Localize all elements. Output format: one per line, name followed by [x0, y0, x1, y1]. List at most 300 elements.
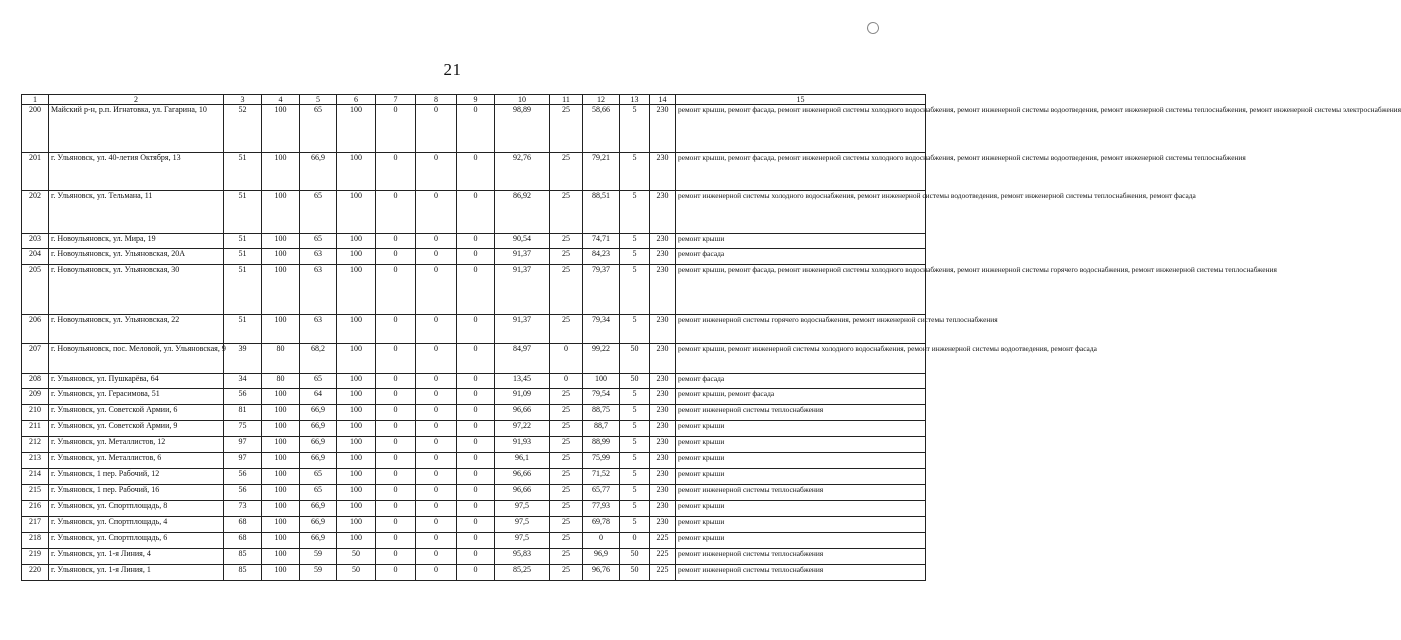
table-row: [22, 549, 926, 565]
value-cell: 50: [620, 549, 650, 565]
value-cell: 0: [416, 421, 457, 437]
value-cell: 230: [650, 517, 676, 533]
value-cell: 97,5: [495, 501, 550, 517]
address-cell: г. Новоульяновск, пос. Меловой, ул. Ульяновская, 9: [49, 344, 224, 374]
value-cell: 230: [650, 389, 676, 405]
value-cell: 230: [650, 105, 676, 153]
row-number: 215: [22, 485, 49, 501]
value-cell: 0: [457, 315, 495, 344]
row-number: 219: [22, 549, 49, 565]
value-cell: 230: [650, 421, 676, 437]
value-cell: 25: [550, 405, 583, 421]
table-body: [22, 105, 1401, 581]
column-header: 10: [495, 95, 550, 105]
value-cell: 0: [416, 565, 457, 581]
works-cell: ремонт инженерной системы теплоснабжения: [676, 565, 926, 581]
value-cell: 100: [337, 437, 376, 453]
value-cell: 0: [457, 501, 495, 517]
value-cell: 5: [620, 453, 650, 469]
value-cell: 0: [376, 501, 416, 517]
value-cell: 0: [376, 191, 416, 234]
value-cell: 0: [457, 437, 495, 453]
row-number: 207: [22, 344, 49, 374]
value-cell: 230: [650, 234, 676, 249]
value-cell: 0: [457, 265, 495, 315]
row-number: 206: [22, 315, 49, 344]
value-cell: 100: [262, 191, 300, 234]
value-cell: 34: [224, 374, 262, 389]
address-cell: г. Ульяновск, ул. Спортплощадь, 8: [49, 501, 224, 517]
address-cell: г. Ульяновск, 1 пер. Рабочий, 12: [49, 469, 224, 485]
value-cell: 97,22: [495, 421, 550, 437]
works-cell: ремонт крыши: [676, 453, 926, 469]
column-header: 11: [550, 95, 583, 105]
value-cell: 100: [262, 265, 300, 315]
value-cell: 65: [300, 469, 337, 485]
row-number: 213: [22, 453, 49, 469]
table-row: [22, 421, 926, 437]
works-cell: ремонт крыши: [676, 469, 926, 485]
value-cell: 74,71: [583, 234, 620, 249]
value-cell: 66,9: [300, 153, 337, 191]
address-cell: Майский р-н, р.п. Игнатовка, ул. Гагарина, 10: [49, 105, 224, 153]
value-cell: 63: [300, 249, 337, 265]
address-cell: г. Ульяновск, ул. 40-летия Октября, 13: [49, 153, 224, 191]
works-cell: ремонт фасада: [676, 249, 926, 265]
value-cell: 100: [262, 389, 300, 405]
value-cell: 0: [457, 405, 495, 421]
value-cell: 96,9: [583, 549, 620, 565]
address-cell: г. Новоульяновск, ул. Ульяновская, 22: [49, 315, 224, 344]
value-cell: 230: [650, 315, 676, 344]
table-row: [22, 437, 926, 453]
value-cell: 84,23: [583, 249, 620, 265]
value-cell: 0: [416, 234, 457, 249]
value-cell: 100: [337, 234, 376, 249]
table-row: [22, 234, 926, 249]
table-row: [22, 565, 926, 581]
value-cell: 100: [337, 249, 376, 265]
value-cell: 25: [550, 234, 583, 249]
value-cell: 230: [650, 453, 676, 469]
value-cell: 65: [300, 105, 337, 153]
value-cell: 79,54: [583, 389, 620, 405]
page-number: 21: [443, 60, 462, 79]
value-cell: 51: [224, 153, 262, 191]
address-cell: г. Новоульяновск, ул. Ульяновская, 30: [49, 265, 224, 315]
value-cell: 0: [376, 437, 416, 453]
works-cell: ремонт инженерной системы теплоснабжения: [676, 405, 926, 421]
value-cell: 100: [337, 389, 376, 405]
value-cell: 84,97: [495, 344, 550, 374]
column-header: 8: [416, 95, 457, 105]
address-cell: г. Ульяновск, ул. Советской Армии, 6: [49, 405, 224, 421]
column-header: 6: [337, 95, 376, 105]
value-cell: 99,22: [583, 344, 620, 374]
value-cell: 25: [550, 389, 583, 405]
value-cell: 25: [550, 105, 583, 153]
value-cell: 100: [262, 501, 300, 517]
value-cell: 225: [650, 549, 676, 565]
value-cell: 100: [337, 485, 376, 501]
value-cell: 0: [457, 191, 495, 234]
works-cell: ремонт крыши, ремонт фасада, ремонт инженерной системы холодного водоснабжения, ремонт инженерной системы водоотведения, ремонт инженерной системы теплоснабжения: [676, 153, 926, 191]
value-cell: 5: [620, 405, 650, 421]
works-cell: ремонт крыши, ремонт инженерной системы холодного водоснабжения, ремонт инженерной системы водоотведения, ремонт фасада: [676, 344, 926, 374]
value-cell: 51: [224, 249, 262, 265]
value-cell: 100: [337, 405, 376, 421]
table-row: [22, 405, 926, 421]
row-number: 214: [22, 469, 49, 485]
value-cell: 0: [416, 453, 457, 469]
column-header: 5: [300, 95, 337, 105]
value-cell: 51: [224, 265, 262, 315]
value-cell: 96,76: [583, 565, 620, 581]
value-cell: 0: [376, 153, 416, 191]
value-cell: 100: [337, 469, 376, 485]
value-cell: 59: [300, 549, 337, 565]
value-cell: 0: [457, 533, 495, 549]
value-cell: 100: [337, 533, 376, 549]
column-header: 3: [224, 95, 262, 105]
value-cell: 65: [300, 485, 337, 501]
row-number: 201: [22, 153, 49, 191]
address-cell: г. Ульяновск, ул. Советской Армии, 9: [49, 421, 224, 437]
table-row: [22, 469, 926, 485]
value-cell: 230: [650, 249, 676, 265]
table-row: [22, 485, 926, 501]
value-cell: 100: [337, 191, 376, 234]
value-cell: 100: [262, 234, 300, 249]
value-cell: 50: [337, 565, 376, 581]
value-cell: 100: [337, 315, 376, 344]
value-cell: 100: [337, 105, 376, 153]
address-cell: г. Новоульяновск, ул. Мира, 19: [49, 234, 224, 249]
value-cell: 0: [376, 421, 416, 437]
table-row: [22, 105, 926, 153]
value-cell: 0: [457, 105, 495, 153]
value-cell: 0: [416, 437, 457, 453]
value-cell: 0: [416, 315, 457, 344]
value-cell: 65,77: [583, 485, 620, 501]
value-cell: 0: [416, 485, 457, 501]
table-row: [22, 453, 926, 469]
header-row: [22, 95, 926, 105]
address-cell: г. Ульяновск, ул. Пушкарёва, 64: [49, 374, 224, 389]
value-cell: 91,37: [495, 265, 550, 315]
value-cell: 0: [416, 374, 457, 389]
value-cell: 0: [376, 344, 416, 374]
value-cell: 0: [583, 533, 620, 549]
value-cell: 77,93: [583, 501, 620, 517]
value-cell: 65: [300, 234, 337, 249]
row-number: 216: [22, 501, 49, 517]
value-cell: 56: [224, 389, 262, 405]
value-cell: 79,21: [583, 153, 620, 191]
address-cell: г. Новоульяновск, ул. Ульяновская, 20А: [49, 249, 224, 265]
works-cell: ремонт крыши, ремонт фасада: [676, 389, 926, 405]
value-cell: 88,75: [583, 405, 620, 421]
value-cell: 230: [650, 501, 676, 517]
value-cell: 25: [550, 453, 583, 469]
table-row: [22, 265, 926, 315]
value-cell: 75: [224, 421, 262, 437]
value-cell: 5: [620, 249, 650, 265]
value-cell: 0: [376, 405, 416, 421]
value-cell: 100: [337, 453, 376, 469]
value-cell: 0: [416, 501, 457, 517]
works-cell: ремонт крыши: [676, 517, 926, 533]
table-row: [22, 249, 926, 265]
value-cell: 52: [224, 105, 262, 153]
value-cell: 5: [620, 105, 650, 153]
value-cell: 100: [337, 374, 376, 389]
row-number: 200: [22, 105, 49, 153]
row-number: 208: [22, 374, 49, 389]
value-cell: 0: [416, 344, 457, 374]
value-cell: 230: [650, 191, 676, 234]
value-cell: 51: [224, 315, 262, 344]
address-cell: г. Ульяновск, ул. 1-я Линия, 1: [49, 565, 224, 581]
value-cell: 0: [376, 517, 416, 533]
value-cell: 66,9: [300, 421, 337, 437]
value-cell: 56: [224, 469, 262, 485]
value-cell: 230: [650, 405, 676, 421]
value-cell: 0: [457, 485, 495, 501]
value-cell: 68: [224, 517, 262, 533]
value-cell: 0: [416, 105, 457, 153]
works-cell: ремонт фасада: [676, 374, 926, 389]
value-cell: 0: [550, 374, 583, 389]
row-number: 204: [22, 249, 49, 265]
address-cell: г. Ульяновск, 1 пер. Рабочий, 16: [49, 485, 224, 501]
value-cell: 0: [416, 549, 457, 565]
address-cell: г. Ульяновск, ул. Герасимова, 51: [49, 389, 224, 405]
value-cell: 50: [620, 565, 650, 581]
value-cell: 66,9: [300, 533, 337, 549]
works-cell: ремонт инженерной системы горячего водоснабжения, ремонт инженерной системы теплоснабжения: [676, 315, 926, 344]
value-cell: 0: [457, 469, 495, 485]
value-cell: 100: [262, 153, 300, 191]
value-cell: 5: [620, 153, 650, 191]
table-row: [22, 533, 926, 549]
value-cell: 0: [376, 374, 416, 389]
value-cell: 0: [376, 249, 416, 265]
works-cell: ремонт крыши, ремонт фасада, ремонт инженерной системы холодного водоснабжения, ремонт инженерной системы горячего водоснабжения, ремонт инженерной системы теплоснабжения: [676, 265, 926, 315]
value-cell: 97,5: [495, 533, 550, 549]
value-cell: 0: [416, 405, 457, 421]
value-cell: 225: [650, 565, 676, 581]
column-header: 13: [620, 95, 650, 105]
column-header: 2: [49, 95, 224, 105]
value-cell: 230: [650, 485, 676, 501]
value-cell: 0: [416, 469, 457, 485]
value-cell: 96,66: [495, 405, 550, 421]
value-cell: 0: [457, 453, 495, 469]
value-cell: 69,78: [583, 517, 620, 533]
value-cell: 66,9: [300, 453, 337, 469]
value-cell: 25: [550, 421, 583, 437]
address-cell: г. Ульяновск, ул. Металлистов, 6: [49, 453, 224, 469]
value-cell: 0: [376, 234, 416, 249]
value-cell: 5: [620, 437, 650, 453]
value-cell: 79,34: [583, 315, 620, 344]
value-cell: 81: [224, 405, 262, 421]
column-header: 14: [650, 95, 676, 105]
value-cell: 80: [262, 374, 300, 389]
value-cell: 25: [550, 485, 583, 501]
value-cell: 0: [457, 249, 495, 265]
value-cell: 100: [262, 485, 300, 501]
value-cell: 25: [550, 315, 583, 344]
value-cell: 98,89: [495, 105, 550, 153]
value-cell: 97: [224, 437, 262, 453]
value-cell: 0: [416, 517, 457, 533]
row-number: 202: [22, 191, 49, 234]
value-cell: 0: [416, 389, 457, 405]
works-cell: ремонт крыши: [676, 421, 926, 437]
value-cell: 58,66: [583, 105, 620, 153]
works-cell: ремонт инженерной системы холодного водоснабжения, ремонт инженерной системы водоотведения, ремонт инженерной системы теплоснабжения, ремонт фасада: [676, 191, 926, 234]
value-cell: 0: [457, 549, 495, 565]
value-cell: 95,83: [495, 549, 550, 565]
value-cell: 5: [620, 421, 650, 437]
value-cell: 5: [620, 517, 650, 533]
address-cell: г. Ульяновск, ул. 1-я Линия, 4: [49, 549, 224, 565]
value-cell: 0: [376, 533, 416, 549]
value-cell: 25: [550, 265, 583, 315]
value-cell: 63: [300, 315, 337, 344]
table-row: [22, 501, 926, 517]
value-cell: 100: [337, 344, 376, 374]
value-cell: 0: [457, 421, 495, 437]
value-cell: 73: [224, 501, 262, 517]
value-cell: 100: [337, 265, 376, 315]
value-cell: 25: [550, 565, 583, 581]
value-cell: 79,37: [583, 265, 620, 315]
address-cell: г. Ульяновск, ул. Спортплощадь, 4: [49, 517, 224, 533]
value-cell: 71,52: [583, 469, 620, 485]
value-cell: 66,9: [300, 517, 337, 533]
value-cell: 100: [262, 421, 300, 437]
column-header: 7: [376, 95, 416, 105]
value-cell: 100: [262, 437, 300, 453]
value-cell: 0: [416, 265, 457, 315]
value-cell: 100: [262, 533, 300, 549]
value-cell: 100: [583, 374, 620, 389]
value-cell: 96,66: [495, 485, 550, 501]
column-header: 15: [676, 95, 926, 105]
value-cell: 85: [224, 549, 262, 565]
table-row: [22, 374, 926, 389]
value-cell: 230: [650, 153, 676, 191]
row-number: 210: [22, 405, 49, 421]
table-row: [22, 153, 926, 191]
column-header: 9: [457, 95, 495, 105]
value-cell: 91,09: [495, 389, 550, 405]
row-number: 217: [22, 517, 49, 533]
works-cell: ремонт крыши: [676, 234, 926, 249]
value-cell: 225: [650, 533, 676, 549]
value-cell: 100: [262, 315, 300, 344]
address-cell: г. Ульяновск, ул. Металлистов, 12: [49, 437, 224, 453]
works-cell: ремонт крыши: [676, 501, 926, 517]
value-cell: 100: [262, 517, 300, 533]
value-cell: 0: [416, 533, 457, 549]
value-cell: 0: [376, 315, 416, 344]
value-cell: 25: [550, 533, 583, 549]
value-cell: 230: [650, 374, 676, 389]
value-cell: 39: [224, 344, 262, 374]
table-row: [22, 344, 926, 374]
value-cell: 50: [337, 549, 376, 565]
column-header: 1: [22, 95, 49, 105]
table-row: [22, 315, 926, 344]
value-cell: 56: [224, 485, 262, 501]
value-cell: 91,37: [495, 249, 550, 265]
value-cell: 0: [416, 249, 457, 265]
value-cell: 230: [650, 469, 676, 485]
value-cell: 100: [262, 565, 300, 581]
column-header: 4: [262, 95, 300, 105]
value-cell: 50: [620, 344, 650, 374]
table-row: [22, 517, 926, 533]
value-cell: 63: [300, 265, 337, 315]
value-cell: 100: [262, 105, 300, 153]
value-cell: 13,45: [495, 374, 550, 389]
value-cell: 230: [650, 344, 676, 374]
value-cell: 100: [337, 153, 376, 191]
value-cell: 51: [224, 234, 262, 249]
column-header: 12: [583, 95, 620, 105]
repair-table: [21, 94, 1401, 581]
value-cell: 86,92: [495, 191, 550, 234]
value-cell: 0: [457, 234, 495, 249]
value-cell: 0: [376, 549, 416, 565]
value-cell: 5: [620, 315, 650, 344]
works-cell: ремонт инженерной системы теплоснабжения: [676, 549, 926, 565]
row-number: 205: [22, 265, 49, 315]
value-cell: 80: [262, 344, 300, 374]
value-cell: 64: [300, 389, 337, 405]
value-cell: 0: [550, 344, 583, 374]
value-cell: 25: [550, 249, 583, 265]
value-cell: 65: [300, 374, 337, 389]
value-cell: 68,2: [300, 344, 337, 374]
value-cell: 65: [300, 191, 337, 234]
table-row: [22, 191, 926, 234]
value-cell: 25: [550, 437, 583, 453]
value-cell: 0: [376, 485, 416, 501]
value-cell: 59: [300, 565, 337, 581]
value-cell: 100: [262, 469, 300, 485]
value-cell: 100: [337, 517, 376, 533]
value-cell: 0: [376, 469, 416, 485]
row-number: 209: [22, 389, 49, 405]
row-number: 211: [22, 421, 49, 437]
value-cell: 5: [620, 191, 650, 234]
value-cell: 91,93: [495, 437, 550, 453]
value-cell: 5: [620, 485, 650, 501]
value-cell: 0: [376, 389, 416, 405]
works-cell: ремонт крыши, ремонт фасада, ремонт инженерной системы холодного водоснабжения, ремонт инженерной системы водоотведения, ремонт инженерной системы теплоснабжения, ремонт инженерной системы электроснабжения: [676, 105, 926, 153]
value-cell: 88,7: [583, 421, 620, 437]
value-cell: 100: [262, 549, 300, 565]
value-cell: 25: [550, 517, 583, 533]
value-cell: 0: [457, 565, 495, 581]
value-cell: 25: [550, 153, 583, 191]
value-cell: 5: [620, 469, 650, 485]
